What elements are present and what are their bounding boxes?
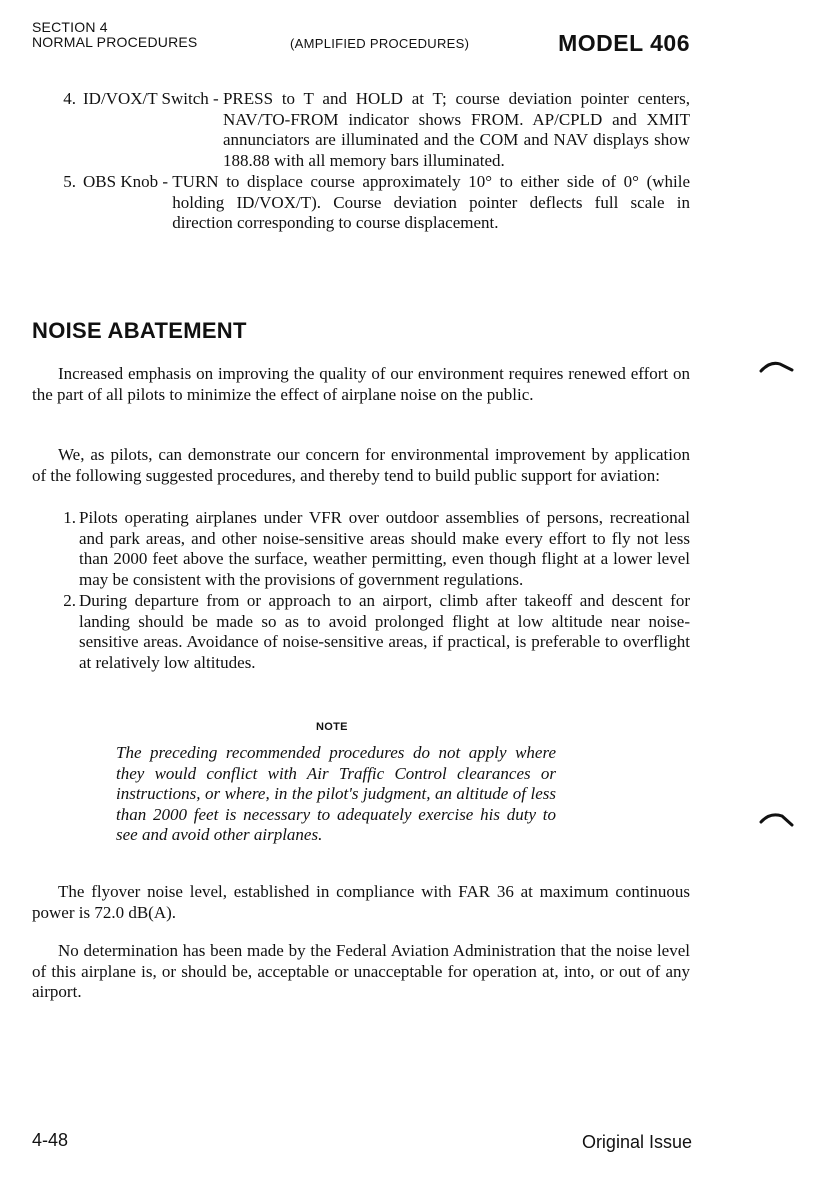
list-item bbox=[32, 508, 690, 590]
step-control: OBS Knob - bbox=[83, 172, 173, 191]
issue-label: Original Issue bbox=[581, 1132, 692, 1152]
suggested-procedures-list bbox=[32, 508, 690, 673]
list-item-text: Pilots operating airplanes under VFR over outdoor assemblies of persons, recreational and park areas, and other noise-sensitive areas should make every effort to fly not less than 2000 feet above the surface, weather permitting, even though flight at a lower level may be consistent with the provisions of government regulations. bbox=[79, 508, 690, 589]
step-number: 5. bbox=[63, 172, 76, 191]
model-title: MODEL 406 bbox=[558, 30, 690, 56]
section-label: SECTION 4 bbox=[32, 19, 108, 35]
section-header bbox=[32, 20, 197, 50]
step-control: ID/VOX/T Switch - bbox=[83, 89, 223, 108]
section-name: NORMAL PROCEDURES bbox=[32, 34, 198, 50]
note-text: The preceding recommended procedures do not apply where they would conflict with Air Traffic Control clearances or instructions, or where, in the pilot's judgment, an altitude of less than 2000 feet is necessary to adequately exercise his duty to see and avoid other airplanes. bbox=[116, 743, 556, 844]
procedure-step bbox=[32, 89, 690, 171]
revision-mark-icon bbox=[758, 808, 798, 830]
page-number: 4-48 bbox=[32, 1130, 69, 1150]
flyover-paragraph: The flyover noise level, established in compliance with FAR 36 at maximum continuous power is 72.0 dB(A). bbox=[32, 882, 690, 922]
list-item-number: 2. bbox=[63, 591, 76, 610]
intro-paragraph: Increased emphasis on improving the quality of our environment requires renewed effort on the part of all pilots to minimize the effect of airplane noise on the public. bbox=[32, 364, 690, 404]
procedure-steps bbox=[32, 89, 690, 234]
lead-paragraph: We, as pilots, can demonstrate our concern for environmental improvement by application of the following suggested procedures, and thereby tend to build public support for aviation: bbox=[32, 445, 690, 485]
list-item-number: 1. bbox=[63, 508, 76, 527]
list-item-text: During departure from or approach to an airport, climb after takeoff and descent for landing should be made so as to avoid prolonged flight at low altitude near noise-sensitive areas. Avoidance of noise-sensitive areas, if practical, is preferable to overflight at relatively low altitudes. bbox=[79, 591, 690, 672]
step-number: 4. bbox=[63, 89, 76, 108]
step-text: TURN to displace course approximately 10° to either side of 0° (while holding ID/VOX/T). Course deviation pointer deflects full scale in direction corresponding to course displacement. bbox=[172, 172, 690, 232]
step-text: PRESS to T and HOLD at T; course deviation pointer centers, NAV/TO-FROM indicator shows FROM. AP/CPLD and XMIT annunciators are illuminated and the COM and NAV displays show 188.88 with all memory bars illuminated. bbox=[222, 89, 690, 170]
revision-mark-icon bbox=[758, 358, 798, 378]
determination-paragraph: No determination has been made by the Federal Aviation Administration that the noise level of this airplane is, or should be, acceptable or unacceptable for operation at, into, or out of any airport. bbox=[32, 941, 690, 1001]
header-subtitle: (AMPLIFIED PROCEDURES) bbox=[290, 36, 470, 51]
noise-abatement-title: NOISE ABATEMENT bbox=[32, 318, 247, 343]
note-title: NOTE bbox=[316, 721, 348, 733]
procedure-step bbox=[32, 172, 690, 234]
list-item bbox=[32, 591, 690, 673]
